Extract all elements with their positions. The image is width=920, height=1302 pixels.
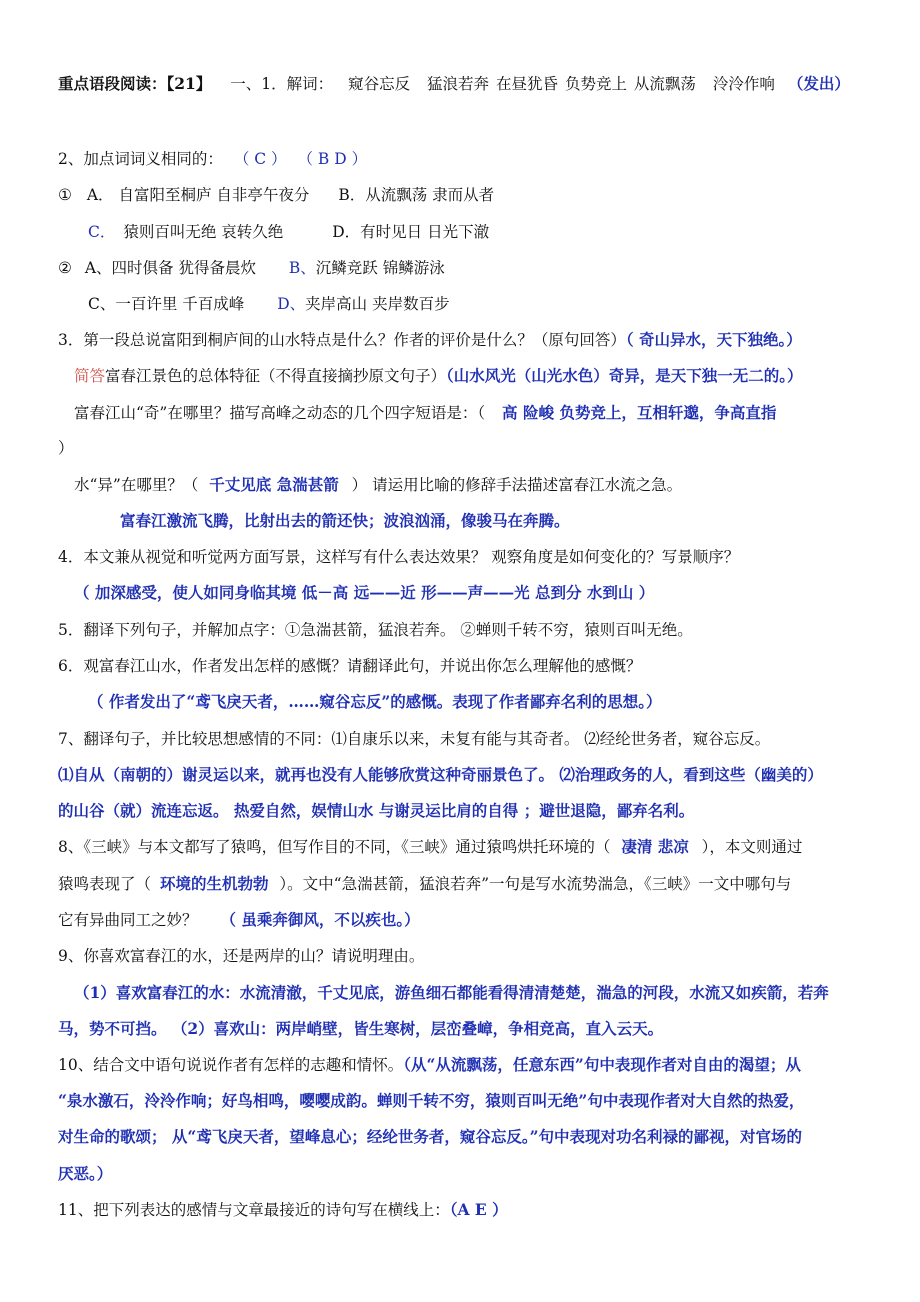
q8-answer-2: 环境的生机勃勃 <box>159 874 269 893</box>
q7-answer-line-2 <box>58 800 694 822</box>
q7-answer-1: ⑴自从（南朝的）谢灵运以来，就再也没有人能够欣赏这种奇丽景色了。 ⑵治理政务的人，看到这些（幽美的） <box>58 765 823 784</box>
q6-text: 6．观富春江山水，作者发出怎样的感慨？请翻译此句，并说出你怎么理解他的感慨？ <box>58 657 642 675</box>
q9-answer-line-1 <box>74 982 829 1004</box>
q3-metaphor-text: 富春江激流飞腾，比射出去的箭还快；波浪汹涌，像骏马在奔腾。 <box>120 511 570 530</box>
q9-answer-1: （1）喜欢富春江的水：水流清澈，千丈见底，游鱼细石都能看得清清楚楚，湍急的河段，水流又如疾箭，若奔 <box>74 983 829 1002</box>
q2-option-3a: A、四时俱备 犹得备晨炊 <box>84 259 256 277</box>
q11-answer: （A E ） <box>449 1200 508 1219</box>
q3-question <box>58 329 802 351</box>
q1-word-5: 从流飘荡 <box>633 75 696 93</box>
q2-marker-2: ② <box>58 259 72 277</box>
q6-answer: （ 作者发出了“鸢飞戾天者，……窥谷忘反”的感慨。表现了作者鄙弃名利的思想。） <box>88 692 662 711</box>
q2-answer-1: （ C ） <box>233 150 287 168</box>
q2-option-d-letter: D、 <box>277 295 306 313</box>
q3-yi-answer: 千丈见底 急湍甚箭 <box>209 475 339 494</box>
q2-option-1a: A． 自富阳至桐庐 自非亭午夜分 <box>86 186 310 204</box>
q6-answer-line <box>88 691 661 713</box>
q2-option-c-letter: C． <box>88 223 116 241</box>
q2-option-b-letter: B、 <box>288 259 316 277</box>
q2-answer-2: （ B D ） <box>297 150 368 168</box>
q4-text: 4．本文兼从视觉和听觉两方面写景，这样写有什么表达效果？ 观察角度是如何变化的？写景顺序？ <box>58 548 740 566</box>
q2-option-1b: B．从流飘荡 隶而从者 <box>338 186 495 204</box>
q3-short-answer <box>74 365 803 387</box>
q2-text: 2、加点词词义相同的： <box>58 150 223 168</box>
q1-word-2: 猛浪若奔 <box>427 75 490 93</box>
q2-row-4 <box>88 293 450 315</box>
q9-question <box>58 945 424 967</box>
q1-word-6: 泠泠作响 <box>712 75 775 93</box>
q10-text: 10、结合文中语句说说作者有怎样的志趣和情怀。 <box>58 1056 404 1074</box>
q3-yi-close-text: ） 请运用比喻的修辞手法描述富春江水流之急。 <box>351 476 683 494</box>
section-number: 【21】 <box>166 74 212 93</box>
q10-answer-2: “泉水激石，泠泠作响；好鸟相鸣，嘤嘤成韵。蝉则千转不穷，猿则百叫无绝”句中表现作者对大自然的热爱， <box>58 1091 805 1110</box>
q8-text-1b: ），本文则通过 <box>701 838 803 856</box>
q1-word-1: 窥谷忘反 <box>348 75 411 93</box>
q11-question <box>58 1199 508 1221</box>
header-line <box>58 73 850 95</box>
q2-question <box>58 148 367 170</box>
q10-answer-1: （从“从流飘荡，任意东西”句中表现作者对自由的渴望；从 <box>403 1055 801 1074</box>
q7-text: 7、翻译句子，并比较思想感情的不同：⑴自康乐以来，未复有能与其奇者。 ⑵经纶世务者，窥谷忘反。 <box>58 730 771 748</box>
q8-line-2 <box>58 873 791 895</box>
q2-option-3b: 沉鳞竞跃 锦鳞游泳 <box>315 259 445 277</box>
q8-line-3 <box>58 909 420 931</box>
short-answer-tag: 简答 <box>74 367 106 385</box>
q8-text-3a: 它有异曲同工之妙？ <box>58 911 198 929</box>
q1-answer: （发出） <box>787 74 850 93</box>
q4-question <box>58 546 739 568</box>
q10-answer-line-3 <box>58 1126 802 1148</box>
q7-answer-line-1 <box>58 764 823 786</box>
q8-text-2a: 猿鸣表现了（ <box>58 875 152 893</box>
q2-marker-1: ① <box>58 186 72 204</box>
q10-question <box>58 1054 801 1076</box>
q8-answer-3: （ 虽乘奔御风，不以疾也。） <box>220 910 420 929</box>
q3-answer: （ 奇山异水，天下独绝。） <box>625 330 802 349</box>
q6-question <box>58 655 641 677</box>
q3-qi-line <box>74 402 776 424</box>
q5-text: 5．翻译下列句子，并解加点字：①急湍甚箭，猛浪若奔。 ②蝉则千转不穷，猿则百叫无绝。 <box>58 621 693 639</box>
q9-text: 9、你喜欢富春江的水，还是两岸的山？请说明理由。 <box>58 947 425 965</box>
q2-row-2 <box>88 221 489 243</box>
q3-qi-close <box>58 437 74 459</box>
q3-yi-text: 水“异”在哪里？（ <box>74 476 199 494</box>
q3-short-text: 富春江景色的总体特征（不得直接摘抄原文句子） <box>105 367 447 385</box>
q2-row-3 <box>58 257 445 279</box>
q5-question <box>58 619 693 641</box>
q8-line-1 <box>58 836 802 858</box>
q10-answer-3: 对生命的歌颂； 从“鸢飞戾天者，望峰息心；经纶世务者，窥谷忘反。”句中表现对功名利禄的鄙视，对官场的 <box>58 1127 802 1146</box>
q3-metaphor-answer <box>120 510 570 532</box>
q3-text: 3．第一段总说富阳到桐庐间的山水特点是什么？作者的评价是什么？（原句回答） <box>58 331 626 349</box>
section-label: 重点语段阅读： <box>58 74 167 93</box>
q9-answer-2: 马，势不可挡。 （2）喜欢山：两岸峭壁，皆生寒树，层峦叠嶂，争相竞高，直入云天。 <box>58 1019 664 1038</box>
q4-answer-line <box>74 582 654 604</box>
q9-answer-line-2 <box>58 1018 663 1040</box>
q8-text-1a: 8、《三峡》与本文都写了猿鸣，但写作目的不同，《三峡》通过猿鸣烘托环境的（ <box>58 838 611 856</box>
q3-qi-text: 富春江山“奇”在哪里？描写高峰之动态的几个四字短语是：（ <box>74 404 486 422</box>
q2-option-4a: C、一百许里 千百成峰 <box>88 295 245 313</box>
q1-word-4: 负势竞上 <box>564 75 627 93</box>
q10-answer-4: 厌恶。） <box>58 1164 113 1183</box>
q8-answer-1: 凄清 悲凉 <box>621 837 689 856</box>
q10-answer-line-2 <box>58 1090 804 1112</box>
q7-answer-2: 的山谷（就）流连忘返。 热爱自然，娱情山水 与谢灵运比肩的自得 ；避世退隐，鄙弃名利。 <box>58 801 695 820</box>
q3-yi-line <box>74 474 682 496</box>
q2-row-1 <box>58 184 494 206</box>
q7-question <box>58 728 770 750</box>
q3-qi-close-paren: ） <box>58 439 74 457</box>
q2-option-4b: 夹岸高山 夹岸数百步 <box>305 295 450 313</box>
q8-text-2b: ）。文中“急湍甚箭，猛浪若奔”一句是写水流势湍急，《三峡》一文中哪句与 <box>279 875 792 893</box>
q1-word-3: 在昼犹昏 <box>496 75 559 93</box>
q3-qi-answer: 高 险峻 负势竞上，互相轩邈，争高直指 <box>502 403 777 422</box>
q2-option-2a: 猿则百叫无绝 哀转久绝 <box>123 223 284 241</box>
q3-short-answer-text: （山水风光（山光水色）奇异，是天下独一无二的。） <box>446 366 803 385</box>
q2-option-2b: D．有时见日 日光下澈 <box>332 223 490 241</box>
q4-answer: （ 加深感受，使人如同身临其境 低－高 远——近 形——声——光 总到分 水到山 ） <box>74 583 655 602</box>
q1-label: 一、1．解词： <box>230 75 334 93</box>
q10-answer-line-4 <box>58 1163 112 1185</box>
q11-text: 11、把下列表达的感情与文章最接近的诗句写在横线上： <box>58 1201 450 1219</box>
